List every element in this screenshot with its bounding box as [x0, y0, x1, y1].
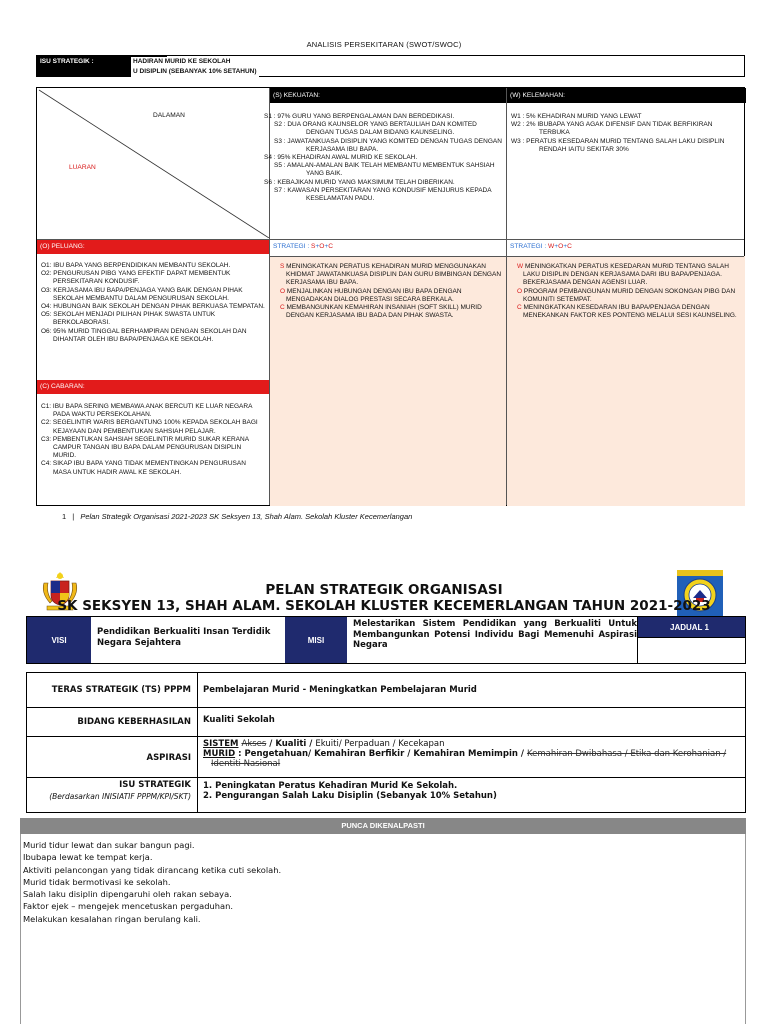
opportunities-list: [41, 262, 265, 344]
strategy-plus: +: [554, 243, 559, 250]
strategy-letter: W: [547, 243, 555, 250]
murid-struck-2: Identiti Nasional: [211, 759, 281, 769]
challenge-item: C3: PEMBENTUKAN SAHSIAH SEGELINTIR MURID SUKAR KERANA CAMPUR TANGAN IBU BAPA DALAM PENGURUSAN DISIPLIN MURID.: [41, 435, 249, 460]
punca-header: PUNCA DIKENALPASTI: [20, 818, 746, 834]
weakness-item: W2 : 2% IBUBAPA YANG AGAK DIFENSIF DAN TIDAK BERFIKIRAN TERBUKA: [511, 121, 713, 137]
sistem-kualiti: Kualiti: [275, 739, 307, 749]
plan-title-line-1: PELAN STRATEGIK ORGANISASI: [265, 582, 503, 598]
opportunity-item: O4: HUBUNGAN BAIK SEKOLAH DENGAN PIHAK BERKUASA TEMPATAN.: [41, 303, 265, 311]
opportunity-item: O3: KERJASAMA IBU BAPA/PENJAGA YANG BAIK DENGAN PIHAK SEKOLAH MEMBANTU DALAM PENGURUSAN SEKOLAH.: [41, 286, 243, 302]
strength-item: S5 : AMALAN-AMALAN BAIK TELAH MEMBANTU MEMBENTUK SAHSIAH YANG BAIK.: [274, 162, 495, 178]
opportunity-item: O5: SEKOLAH MENJADI PILIHAN PIHAK SWASTA UNTUK BERKOLABORASI.: [41, 311, 216, 327]
strength-item: S4 : 95% KEHADIRAN AWAL MURID KE SEKOLAH.: [264, 154, 418, 162]
item-letter: S: [280, 263, 285, 270]
challenges-header: (C) CABARAN:: [37, 380, 269, 394]
weakness-item: W3 : PERATUS KESEDARAN MURID TENTANG SALAH LAKU DISIPLIN RENDAH IAITU SEKITAR 30%: [511, 137, 725, 153]
footer-text: Pelan Strategik Organisasi 2021-2023 SK Seksyen 13, Shah Alam. Sekolah Kluster Kecemerlangan: [80, 512, 413, 521]
murid-kept: : Pengetahuan/ Kemahiran Berfikir / Kemahiran Memimpin: [238, 749, 518, 759]
strategy-plus: +: [315, 243, 320, 250]
murid-struck: Kemahiran Dwibahasa / Etika dan Kerohanian /: [526, 749, 727, 759]
item-text: MENINGKATKAN PERATUS KESEDARAN MURID TENTANG SALAH LAKU DISIPLIN DENGAN KERJASAMA DARI IBU BAPA/PENJAGA. BEKERJASAMA DENGAN AGENSI LUAR.: [523, 263, 729, 287]
strategy-letter: O: [558, 243, 564, 250]
punca-item: Murid tidur lewat dan sukar bangun pagi.: [23, 840, 195, 850]
strength-item: S3 : JAWATANKUASA DISIPLIN YANG KOMITED DENGAN TUGAS DENGAN KERJASAMA IBU BAPA.: [274, 137, 502, 153]
luaran-label: LUARAN: [69, 164, 96, 171]
item-letter: O: [517, 287, 523, 295]
weakness-item: W1 : 5% KEHADIRAN MURID YANG LEWAT: [511, 113, 642, 120]
isu-item: 2. Pengurangan Salah Laku Disiplin (Sebanyak 10% Setahun): [203, 791, 497, 801]
teras-box: [26, 672, 746, 813]
teras-label: TERAS STRATEGIK (TS) PPPM: [51, 685, 191, 695]
murid-key: MURID: [203, 749, 236, 759]
isu-strategik-label: ISU STRATEGIK: [119, 780, 191, 790]
teras-value: Pembelajaran Murid - Meningkatkan Pembelajaran Murid: [203, 685, 477, 695]
bidang-value: Kualiti Sekolah: [203, 715, 275, 725]
strategy-prefix: STRATEGI :: [273, 243, 311, 250]
item-letter: C: [517, 304, 522, 312]
so-strategy-header: [273, 243, 333, 251]
visi-text: Pendidikan Berkualiti Insan Terdidik Negara Sejahtera: [97, 627, 271, 648]
aspirasi-label: ASPIRASI: [146, 753, 191, 763]
strength-item: S2 : DUA ORANG KAUNSELOR YANG BERTAULIAH DAN KOMITED DENGAN TUGAS DALAM BIDANG KAUNSELING.: [274, 121, 477, 137]
isu-strategik-list: [203, 781, 497, 801]
strategy-prefix: STRATEGI :: [510, 243, 548, 250]
punca-item: Melakukan kesalahan ringan berulang kali.: [23, 913, 201, 924]
wo-strategy-item: [511, 304, 741, 320]
dalaman-label: DALAMAN: [153, 112, 185, 119]
isu-text: [131, 57, 259, 77]
opportunity-item: O2: PENGURUSAN PIBG YANG EFEKTIF DAPAT MEMBENTUK PERSEKITARAN KONDUSIF.: [41, 270, 231, 286]
isu-line-2: U DISIPLIN (SEBANYAK 10% SETAHUN): [133, 68, 257, 75]
page-number: 1: [62, 512, 67, 521]
strategy-letter: C: [328, 243, 334, 250]
plan-title-line-2: SK SEKSYEN 13, SHAH ALAM. SEKOLAH KLUSTER KECEMERLANGAN TAHUN 2021-2023: [57, 598, 711, 614]
strength-item: S1 : 97% GURU YANG BERPENGALAMAN DAN BERDEDIKASI.: [264, 113, 455, 120]
aspirasi-sistem: SISTEM Akses / Kualiti / Ekuiti/ Perpaduan / Kecekapan: [203, 739, 445, 749]
wo-strategy-item: [511, 288, 741, 304]
page-footer: [62, 512, 412, 521]
misi-text: Melestarikan Sistem Pendidikan yang Berkualiti Untuk Membangunkan Potensi Individu Bagi Memenuhi Aspirasi Negara: [353, 619, 637, 650]
wo-strategy-item: [511, 263, 741, 288]
aspirasi-value: [203, 739, 743, 769]
strengths-list: [264, 113, 502, 203]
strategy-plus: +: [563, 243, 568, 250]
bidang-label: BIDANG KEBERHASILAN: [77, 717, 191, 727]
strengths-header: (S) KEKUATAN:: [270, 88, 506, 103]
visi-label: VISI: [27, 617, 91, 663]
punca-list: [23, 839, 281, 925]
item-letter: C: [280, 304, 285, 312]
sistem-key: SISTEM: [203, 739, 239, 749]
opportunity-item: O1: IBU BAPA YANG BERPENDIDIKAN MEMBANTU SEKOLAH.: [41, 262, 231, 269]
jadual-label: JADUAL 1: [638, 617, 745, 637]
strategy-plus: +: [324, 243, 329, 250]
item-text: MENINGKATKAN KESEDARAN IBU BAPA/PENJAGA DENGAN MENEKANKAN FAKTOR KES PONTENG MELALUI SESI KAUNSELING.: [523, 304, 737, 320]
opportunity-item: O6: 95% MURID TINGGAL BERHAMPIRAN DENGAN SEKOLAH DAN DIHANTAR OLEH IBU BAPA/PENJAGA KE SEKOLAH.: [41, 327, 247, 343]
opportunities-header: (O) PELUANG:: [37, 240, 269, 254]
so-strategy-item: [274, 263, 502, 288]
item-text: MENINGKATKAN PERATUS KEHADIRAN MURID MENGGUNAKAN KHIDMAT JAWATANKUASA DISIPLIN DAN GURU BIMBINGAN DENGAN KERJASAMA IBU BAPA.: [286, 263, 502, 287]
swot-grid: [36, 87, 745, 506]
isu-label: ISU STRATEGIK :: [37, 56, 129, 67]
plan-title: [0, 582, 768, 614]
challenges-list: [41, 403, 265, 477]
weaknesses-list: [511, 113, 743, 154]
visi-misi-row: [26, 616, 746, 664]
strength-item: S7 : KAWASAN PERSEKITARAN YANG KONDUSIF MENJURUS KEPADA KESELAMATAN PADU.: [274, 186, 492, 203]
punca-item: Faktor ejek – mengejek mencetuskan pergaduhan.: [23, 901, 234, 912]
challenge-item: C2: SEGELINTIR WARIS BERGANTUNG 100% KEPADA SEKOLAH BAGI KEJAYAAN DAN PEMBENTUKAN SAHSIAH PELAJAR.: [41, 419, 258, 435]
strategy-letter: S: [310, 243, 316, 250]
so-strategy-item: [274, 288, 502, 304]
misi-label: MISI: [285, 617, 347, 663]
wo-strategy-header: [510, 243, 572, 251]
item-text: MEMBANGUNKAN KEMAHIRAN INSANIAH (SOFT SKILL) MURID DENGAN KERJASAMA IBU BADA DAN PIHAK SWASTA.: [286, 304, 482, 320]
item-text: MENJALINKAN HUBUNGAN DENGAN IBU BAPA DENGAN MENGADAKAN DIALOG PRESTASI SECARA BERKALA.: [286, 287, 462, 303]
aspirasi-murid: MURID : Pengetahuan/ Kemahiran Berfikir / Kemahiran Memimpin / Kemahiran Dwibahasa / Etika dan Kerohanian /: [203, 749, 727, 759]
challenge-item: C1: IBU BAPA SERING MEMBAWA ANAK BERCUTI KE LUAR NEGARA PADA WAKTU PERSEKOLAHAN.: [41, 403, 253, 419]
item-text: PROGRAM PEMBANGUNAN MURID DENGAN SOKONGAN PIBG DAN KOMUNITI SETEMPAT.: [523, 287, 736, 303]
diagonal-divider: [37, 88, 269, 238]
punca-item: Salah laku disiplin dipengaruhi oleh rakan sebaya.: [23, 889, 232, 900]
isu-strategik-box: [36, 55, 745, 77]
so-strategy-item: [274, 304, 502, 320]
isu-strategik-sub: (Berdasarkan INISIATIF PPPM/KPI/SKT): [49, 792, 191, 801]
punca-item: Aktiviti pelancongan yang tidak dirancang ketika cuti sekolah.: [23, 864, 282, 875]
item-letter: W: [517, 263, 524, 270]
strategy-letter: O: [319, 243, 325, 250]
wo-strategy-list: [511, 263, 741, 320]
swot-title: ANALISIS PERSEKITARAN (SWOT/SWOC): [306, 40, 462, 49]
punca-item: Murid tidak bermotivasi ke sekolah.: [23, 876, 171, 887]
weaknesses-header: (W) KELEMAHAN:: [507, 88, 746, 103]
footer-separator: |: [72, 512, 75, 521]
punca-item: Ibubapa lewat ke tempat kerja.: [23, 852, 153, 863]
sistem-rest: Ekuiti/ Perpaduan / Kecekapan: [315, 739, 445, 749]
challenge-item: C4: SIKAP IBU BAPA YANG TIDAK MEMENTINGKAN PENGURUSAN MASA UNTUK HADIR AWAL KE SEKOLAH.: [41, 460, 246, 476]
strength-item: S6 : KEBAJIKAN MURID YANG MAKSIMUM TELAH DIBERIKAN.: [264, 178, 455, 186]
so-strategy-list: [274, 263, 502, 320]
strategy-letter: C: [567, 243, 572, 250]
isu-item: 1. Peningkatan Peratus Kehadiran Murid Ke Sekolah.: [203, 781, 458, 791]
sistem-akses: Akses: [241, 739, 267, 749]
isu-line-1: HADIRAN MURID KE SEKOLAH: [133, 58, 231, 65]
item-letter: O: [280, 287, 286, 295]
